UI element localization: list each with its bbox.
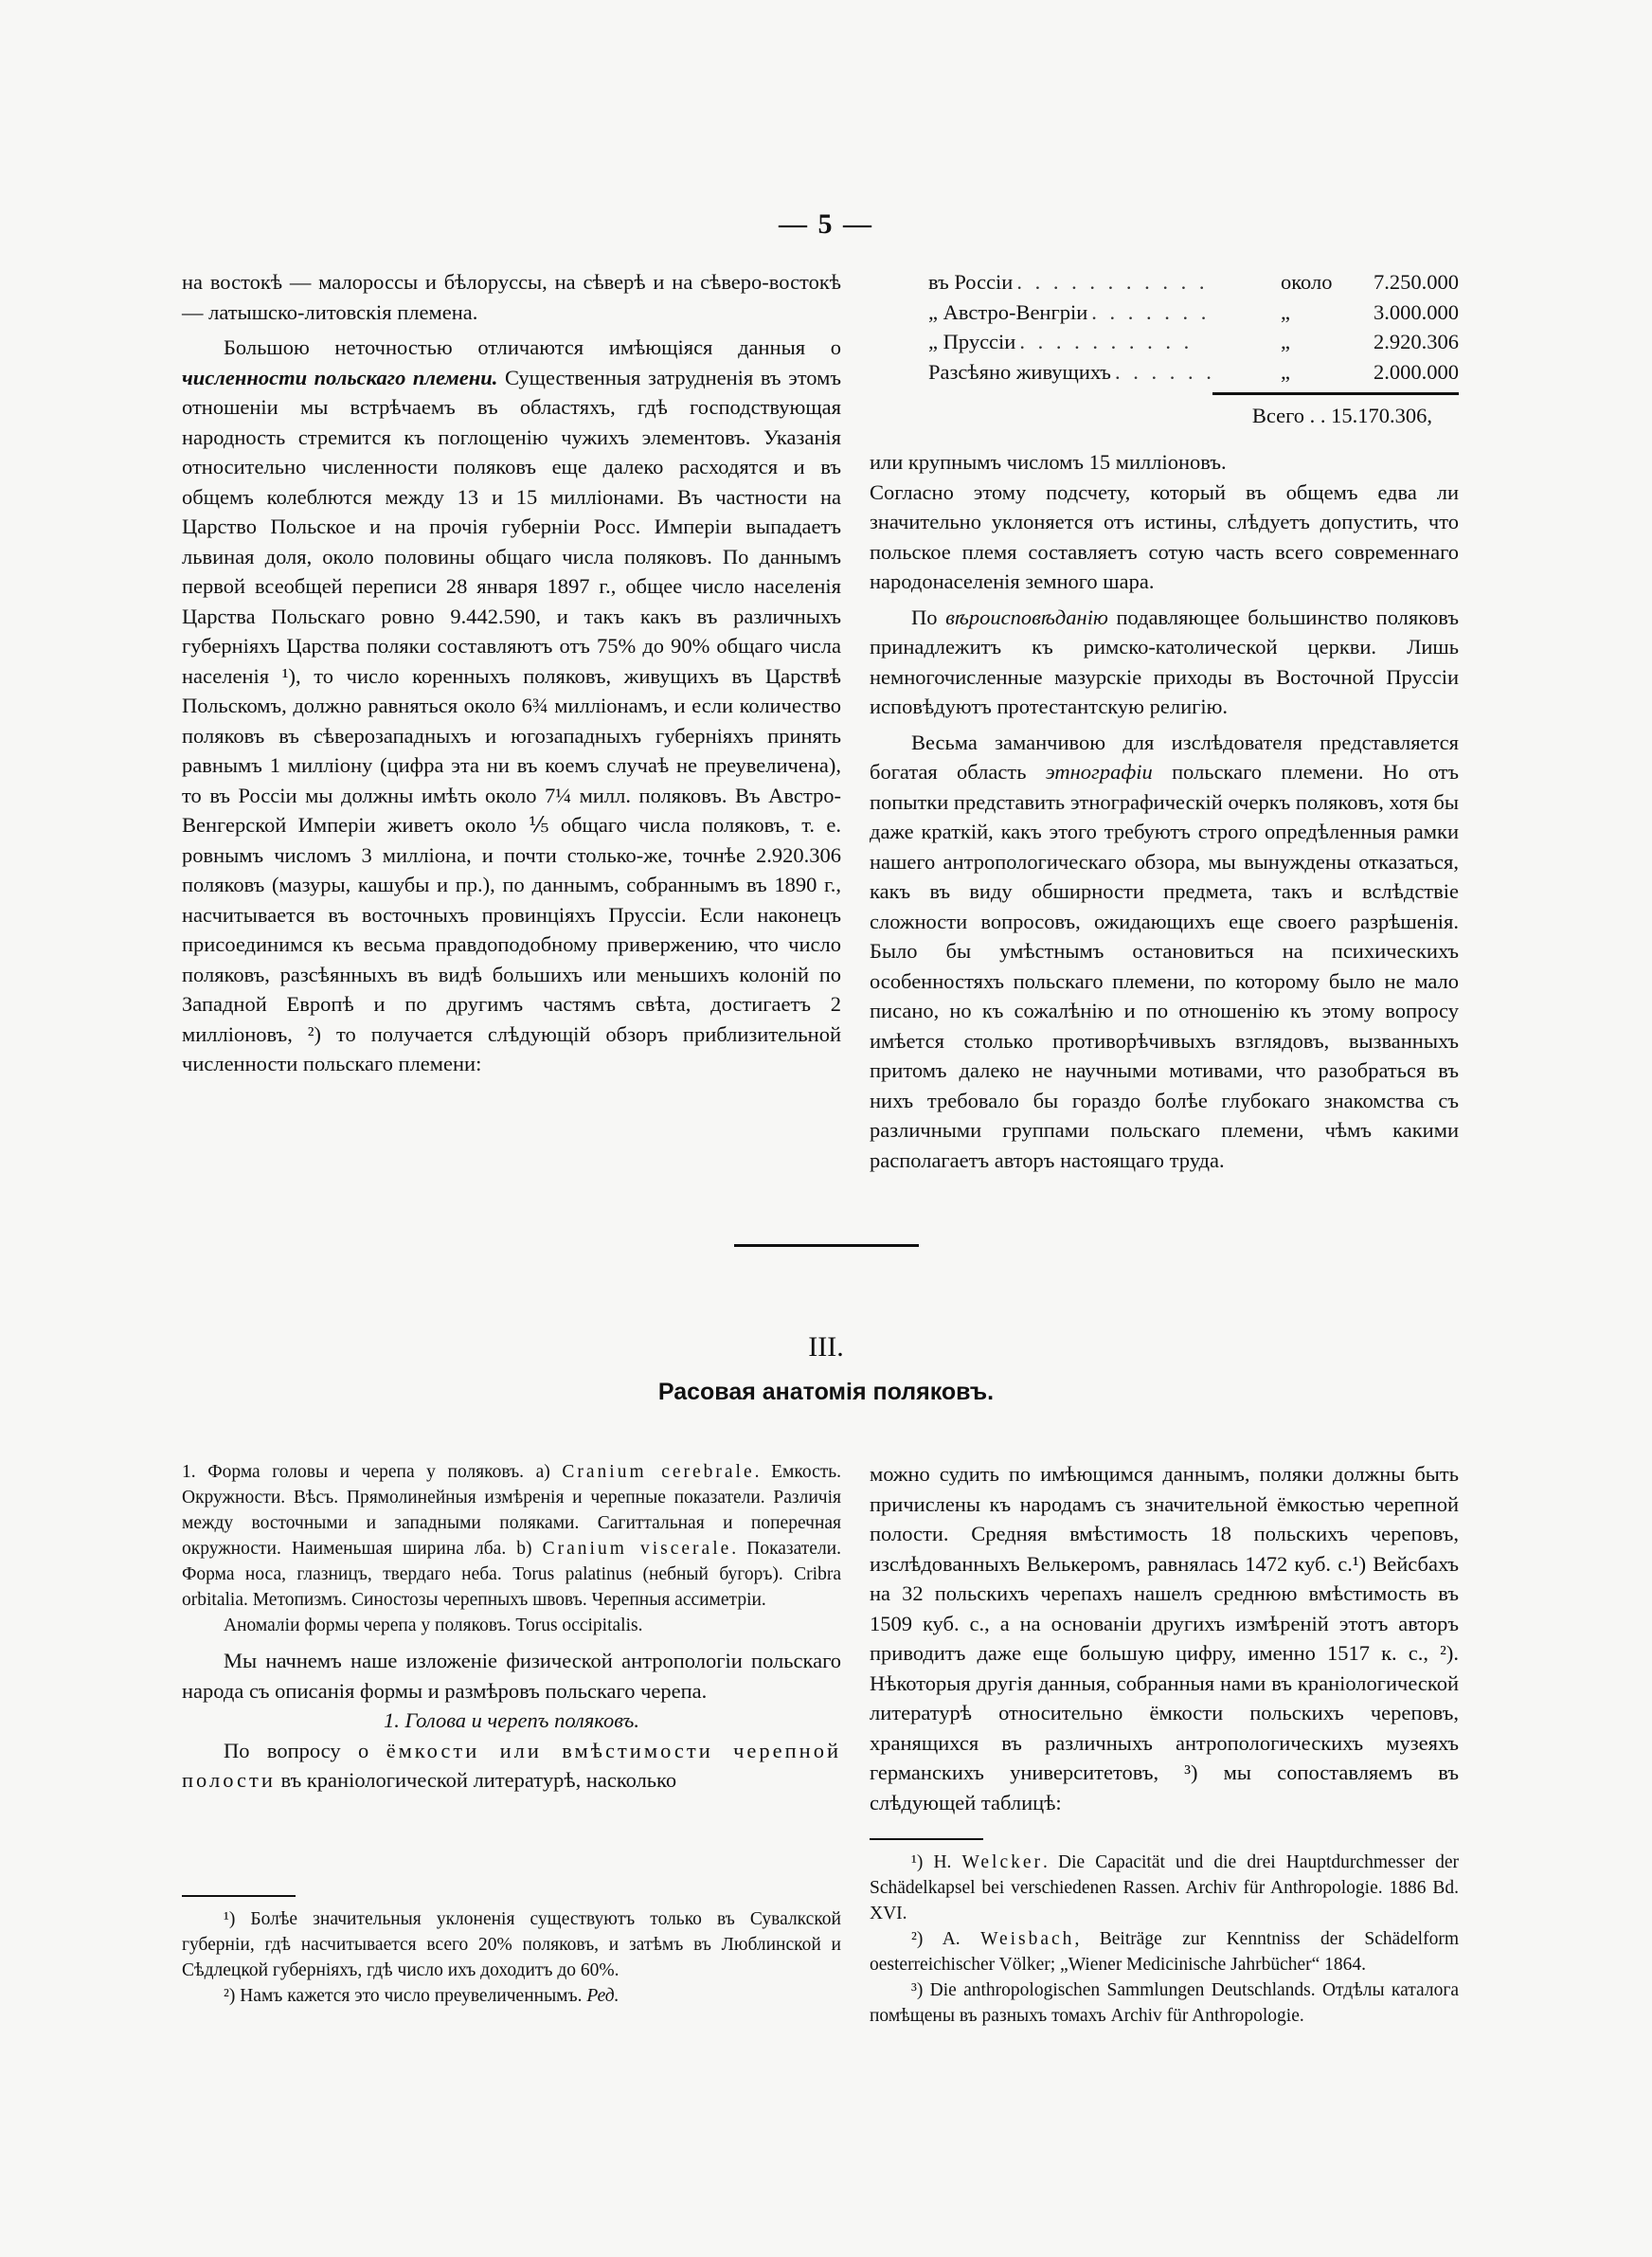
footnote: ²) A. Weisbach, Beiträge zur Kenntniss der Schädelform oesterreichischer Völker; „Wiener Medicinische Jahrbücher“ 1864. <box>870 1929 1459 1975</box>
paragraph: на востокѣ — малороссы и бѣлоруссы, на сѣверѣ и на сѣверо-востокѣ — латышско-литовскія племена. <box>182 270 841 324</box>
footnote-rule <box>182 1895 296 1897</box>
paragraph: По вѣроисповѣданію подавляющее большинство поляковъ принадлежитъ къ римско-католической церкви. Лишь немногочисленные мазурскіе приходы въ Восточной Пруссіи исповѣдуютъ протестантскую религію. <box>870 605 1459 718</box>
stat-row: въ Россіи . . . . . . . . . . . около 7.250.000 <box>928 270 1459 294</box>
left-column-top <box>182 267 841 1079</box>
footnote: ¹) Болѣе значительныя уклоненія существуютъ только въ Сувалкской губерніи, гдѣ насчитывается всего 20% поляковъ, и затѣмъ въ Люблинской и Сѣдлецкой губерніяхъ, гдѣ число ихъ доходитъ до 60%. <box>182 1909 841 1980</box>
sum-rule <box>1212 392 1459 395</box>
stat-total: Всего . . 15.170.306, <box>1251 404 1432 427</box>
section-divider <box>734 1244 919 1247</box>
footnotes-right <box>870 1850 1459 2029</box>
footnote: ²) Намъ кажется это число преувеличеннымъ. Ред. <box>224 1986 620 2006</box>
page-number: — 5 — <box>779 208 873 240</box>
left-column-bottom <box>182 1459 841 1796</box>
subsection-heading: 1. Голова и черепъ поляковъ. <box>384 1708 639 1732</box>
stat-row: „ Пруссіи . . . . . . . . . . „ 2.920.306 <box>928 330 1459 353</box>
section-summary: 1. Форма головы и черепа у поляковъ. a) Cranium cerebrale. Емкость. Окружности. Вѣсъ. Прямолинейныя измѣренія и черепные показатели. Различія между восточными и западными поляками. Сагиттальная и поперечная окружности. Наименьшая ширина лба. b) Cranium viscerale. Показатели. Форма носа, глазницъ, твердаго неба. Torus palatinus (небный бугоръ). Cribra orbitalia. Метопизмъ. Синостозы черепныхъ швовъ. Черепныя ассиметріи. <box>182 1462 842 1610</box>
section-summary-continued: Аномаліи формы черепа у поляковъ. Torus occipitalis. <box>224 1616 643 1635</box>
right-column-top <box>870 447 1459 1175</box>
section-number: III. <box>808 1331 844 1363</box>
population-stats <box>928 267 1459 431</box>
emphasis: вѣроисповѣданію <box>945 605 1108 629</box>
emphasis: ёмкости или вмѣстимости черепной полости <box>182 1738 842 1792</box>
paragraph: или крупнымъ числомъ 15 милліоновъ. <box>870 450 1227 474</box>
paragraph: Согласно этому подсчету, который въ общемъ едва ли значительно уклоняется отъ истины, слѣдуетъ допустить, что польское племя составляетъ сотую часть всего современнаго народонаселенія земного шара. <box>870 479 1459 593</box>
stat-row: „ Австро-Венгріи . . . . . . . „ 3.000.000 <box>928 299 1459 324</box>
paragraph: Мы начнемъ наше изложеніе физической антропологіи польскаго народа съ описанія формы и размѣровъ польскаго черепа. <box>182 1649 841 1703</box>
paragraph: Большою неточностью отличаются имѣющіяся данныя о численности польскаго племени. Существенныя затрудненія въ этомъ отношеніи мы встрѣчаемъ въ областяхъ, гдѣ господствующая народность стремится къ поглощенію чужихъ элементовъ. Указанія относительно численности поляковъ еще далеко расходятся и въ общемъ колеблются между 13 и 15 милліонами. Въ частности на Царство Польское и на прочія губерніи Росс. Имперіи выпадаетъ львиная доля, около половины общаго числа поляковъ. По даннымъ первой всеобщей переписи 28 января 1897 г., общее число населенія Царства Польскаго ровно 9.442.590, и такъ какъ въ различныхъ губерніяхъ Царства поляки составляютъ отъ 75% до 90% общаго числа населенія ¹), то число коренныхъ поляковъ, живущихъ въ Царствѣ Польскомъ, должно равняться около 6¾ милліонамъ, и если количество поляковъ въ сѣверозападныхъ и югозападныхъ губерніяхъ принять равнымъ 1 милліону (цифра эта ни въ коемъ случаѣ не преувеличена), то въ Россіи мы должны имѣть около 7¼ милл. поляковъ. Въ Австро-Венгерской Имперіи живетъ около ⅕ общаго числа поляковъ, т. е. ровнымъ числомъ 3 милліона, и почти столько-же, точнѣе 2.920.306 поляковъ (мазуры, кашубы и пр.), по даннымъ, собраннымъ въ 1890 г., насчитывается въ восточныхъ провинціяхъ Пруссіи. Если наконецъ присоединимся къ весьма правдоподобному привержению, что число поляковъ, разсѣянныхъ въ видѣ большихъ или меньшихъ колоній по Западной Европѣ и по другимъ частямъ свѣта, достигаетъ 2 милліоновъ, ²) то получается слѣдующій обзоръ приблизительной численности польскаго племени: <box>182 335 841 1075</box>
paragraph: Весьма заманчивою для изслѣдователя представляется богатая область этнографіи польскаго племени. Но отъ попытки представить этнографическій очеркъ поляковъ, хотя бы даже краткій, какъ этого требуютъ строго опредѣленныя рамки нашего антропологическаго обзора, мы вынуждены отказаться, какъ въ виду обширности предмета, такъ и вслѣдствіе сложности вопросовъ, ожидающихъ еще своего разрѣшенія. Было бы умѣстнымъ остановиться на психическихъ особенностяхъ польскаго племени, по которому было не мало писано, но къ сожалѣнію и по отношенію къ этому вопросу имѣется столько противорѣчивыхъ взглядовъ, вызванныхъ притомъ далеко не научными мотивами, что разобраться въ нихъ требовало бы гораздо болѣе глубокаго знакомства съ различными группами польскаго племени, чѣмъ какими располагаетъ авторъ настоящаго труда. <box>870 730 1459 1172</box>
footnote: ¹) H. Welcker. Die Capacität und die drei Hauptdurchmesser der Schädelkapsel bei verschiedenen Rassen. Archiv für Anthropologie. 1886 Bd. XVI. <box>870 1852 1459 1923</box>
paragraph: По вопросу о ёмкости или вмѣстимости черепной полости въ краніологической литературѣ, насколько <box>182 1738 842 1792</box>
paragraph: можно судить по имѣющимся даннымъ, поляки должны быть причислены къ народамъ съ значительной ёмкостью черепной полости. Средняя вмѣстимость 18 польскихъ череповъ, изслѣдованныхъ Велькеромъ, равнялась 1472 куб. с.¹) Вейсбахъ на 32 польскихъ черепахъ нашелъ среднюю вмѣстимость въ 1509 куб. с., а на основаніи другихъ измѣреній этотъ авторъ приводитъ даже еще большую цифру, именно 1517 к. с., ²). Нѣкоторыя другія данныя, собранныя нами въ краніологической литературѣ относительно ёмкости польскихъ череповъ, хранящихся въ различныхъ антропологическихъ музеяхъ германскихъ университетовъ, ³) мы сопоставляемъ въ слѣдующей таблицѣ: <box>870 1462 1459 1815</box>
footnote-rule <box>870 1838 983 1840</box>
section-title: Расовая анатомія поляковъ. <box>657 1379 995 1405</box>
right-column-bottom <box>870 1459 1459 1817</box>
footnote: ³) Die anthropologischen Sammlungen Deutschlands. Отдѣлы каталога помѣщены въ разныхъ томахъ Archiv für Anthropologie. <box>870 1980 1459 2026</box>
footnotes-left <box>182 1906 841 2009</box>
emphasis: этнографіи <box>1045 760 1153 784</box>
emphasis: численности польскаго племени. <box>182 365 498 389</box>
stat-row: Разсѣяно живущихъ . . . . . . „ 2.000.000 <box>928 359 1459 384</box>
